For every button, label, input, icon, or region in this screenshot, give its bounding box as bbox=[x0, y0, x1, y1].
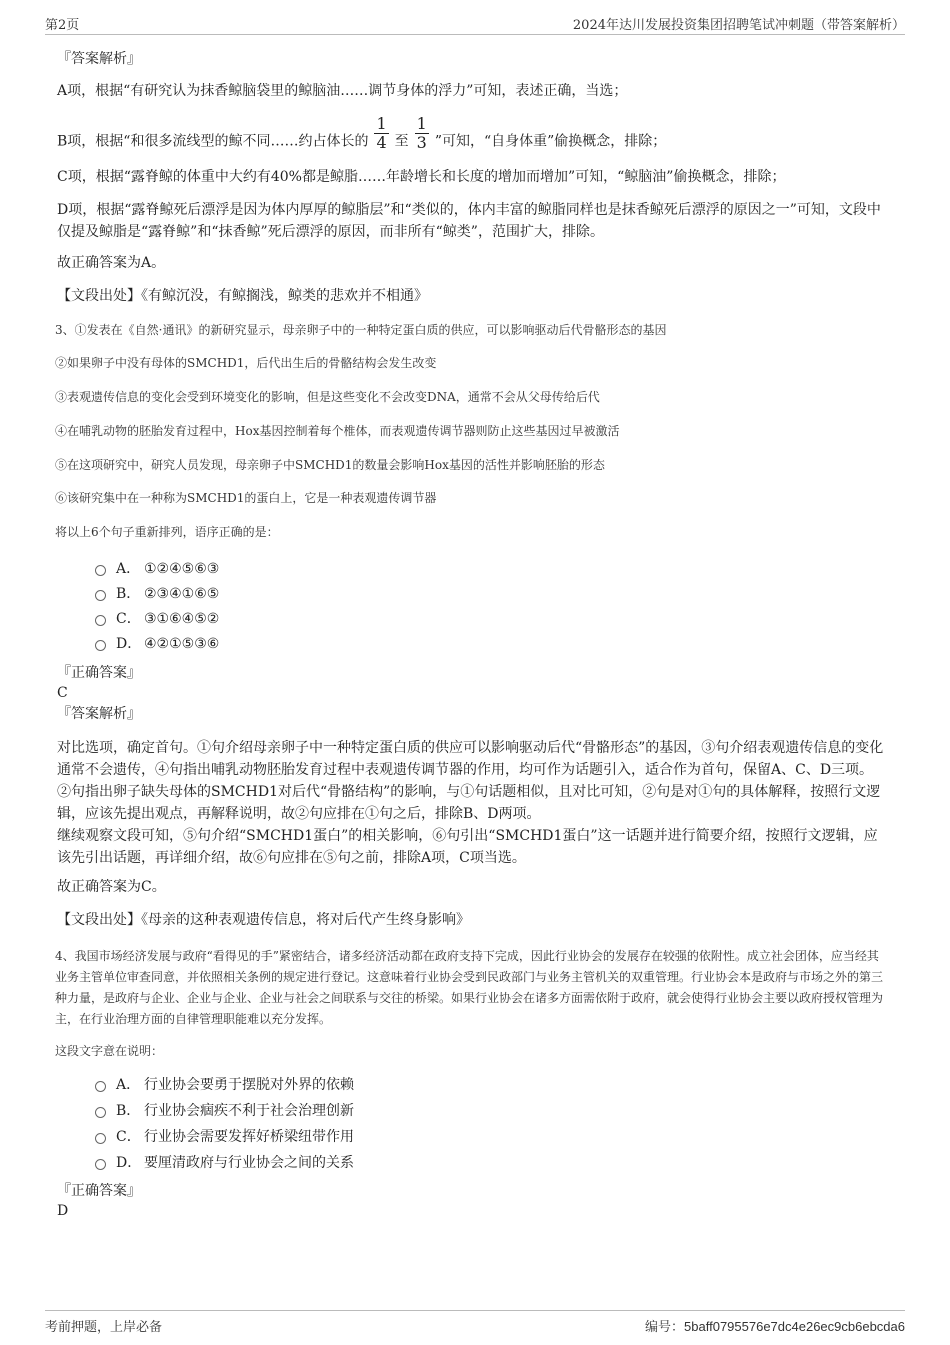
document-code bbox=[645, 1316, 905, 1335]
analysis-option-a: A项，根据“有研究认为抹香鲸脑袋里的鲸脑油……调节身体的浮力”可知，表述正确，当选； bbox=[57, 83, 628, 99]
option-text: ④②①⑤③⑥ bbox=[144, 636, 220, 652]
q4-stem: 4、我国市场经济发展与政府“看得见的手”紧密结合，诸多经济活动都在政府支持下完成，因此行业协会的发展存在较强的依附性。成立社会团体，应当经其业务主管单位审查同意，并依照相关条例的规定进行登记。这意味着行业协会受到民政部门与业务主管机关的双重管理。行业协会本是政府与市场之外的第三种力量，是政府与企业、企业与企业、企业与社会之间联系与交往的桥梁。如果行业协会在诸多方面需依附于政府，就会使得行业协会主要以政府授权管理为主，在行业治理方面的自律管理职能难以充分发挥。 bbox=[55, 949, 884, 1026]
q3-sentence-1: 3、①发表在《自然·通讯》的新研究显示，母亲卵子中的一种特定蛋白质的供应，可以影响驱动后代骨骼形态的基因 bbox=[55, 323, 667, 337]
option-letter: D． bbox=[116, 636, 142, 652]
radio-icon[interactable] bbox=[95, 640, 106, 651]
option-letter: B． bbox=[116, 1103, 141, 1119]
option-text: ②③④①⑥⑤ bbox=[144, 586, 220, 602]
q3-analysis-paragraph-1: 对比选项，确定首句。①句介绍母亲卵子中一种特定蛋白质的供应可以影响驱动后代“骨骼形态”的基因，③句介绍表观遗传信息的变化通常不会遗传，④句指出哺乳动物胚胎发育过程中表观遗传调节器的作用，均可作为话题引入，适合作为首句，保留A、C、D三项。②句指出卵子缺失母体的SMCHD1对后代“骨骼结构”的影响，与①句话题相似，且对比可知，②句是对①句的具体解释，按照行文逻辑，应该先提出观点，再解释说明，故②句应排在①句之后，排除B、D两项。 bbox=[57, 740, 884, 822]
q4-option-a[interactable] bbox=[95, 1075, 354, 1095]
q3-sentence-6: ⑥该研究集中在一种称为SMCHD1的蛋白上，它是一种表观遗传调节器 bbox=[55, 491, 437, 505]
q3-sentence-3: ③表观遗传信息的变化会受到环境变化的影响，但是这些变化不会改变DNA，通常不会从父母传给后代 bbox=[55, 390, 600, 404]
radio-icon[interactable] bbox=[95, 565, 106, 576]
analysis-b-text-pre: B项，根据“和很多流线型的鲸不同……约占体长的 bbox=[57, 133, 369, 150]
q3-option-b[interactable] bbox=[95, 584, 219, 604]
analysis-option-c: C项，根据“露脊鲸的体重中大约有40%都是鲸脂……年龄增长和长度的增加而增加”可知，“鲸脑油”偷换概念，排除； bbox=[57, 169, 786, 185]
radio-icon[interactable] bbox=[95, 590, 106, 601]
q4-answer-label: 『正确答案』 bbox=[57, 1183, 141, 1199]
option-letter: C． bbox=[116, 1129, 141, 1145]
q4-option-b[interactable] bbox=[95, 1101, 354, 1121]
radio-icon[interactable] bbox=[95, 1159, 106, 1170]
code-value: 5baff0795576e7dc4e26ec9cb6ebcda6 bbox=[684, 1319, 905, 1334]
fraction-numerator: 1 bbox=[376, 114, 387, 133]
analysis-label: 『答案解析』 bbox=[57, 51, 141, 67]
q3-sentence-2: ②如果卵子中没有母体的SMCHD1，后代出生后的骨骼结构会发生改变 bbox=[55, 356, 437, 370]
analysis-option-d: D项，根据“露脊鲸死后漂浮是因为体内厚厚的鲸脂层”和“类似的，体内丰富的鲸脂同样也是抹香鲸死后漂浮的原因之一”可知，文段中仅提及鲸脂是“露脊鲸”和“抹香鲸”死后漂浮的原因，而非所有“鲸类”，范围扩大，排除。 bbox=[57, 202, 881, 240]
page-number: 第2页 bbox=[45, 18, 80, 33]
option-letter: B． bbox=[116, 586, 141, 602]
page-footer bbox=[45, 1310, 905, 1333]
q3-option-a[interactable] bbox=[95, 559, 219, 579]
fraction-denominator: 4 bbox=[376, 133, 387, 152]
q3-source-citation: 【文段出处】《母亲的这种表观遗传信息，将对后代产生终身影响》 bbox=[57, 912, 470, 928]
source-citation: 【文段出处】《有鲸沉没，有鲸搁浅，鲸类的悲欢并不相通》 bbox=[57, 288, 428, 304]
document-title: 2024年达川发展投资集团招聘笔试冲刺题（带答案解析） bbox=[572, 18, 905, 33]
option-text: ①②④⑤⑥③ bbox=[144, 561, 220, 577]
conclusion: 故正确答案为A。 bbox=[57, 255, 166, 271]
q3-answer-label: 『正确答案』 bbox=[57, 665, 141, 681]
option-text: 行业协会需要发挥好桥梁纽带作用 bbox=[144, 1129, 354, 1145]
q3-analysis-paragraph-2: 继续观察文段可知，⑤句介绍“SMCHD1蛋白”的相关影响，⑥句引出“SMCHD1蛋白”这一话题并进行简要介绍，按照行文逻辑，应该先引出话题，再详细介绍，故⑥句应排在⑤句之前，排除A项，C项当选。 bbox=[57, 828, 878, 866]
option-text: 要厘清政府与行业协会之间的关系 bbox=[144, 1155, 354, 1171]
option-text: 行业协会要勇于摆脱对外界的依赖 bbox=[144, 1077, 354, 1093]
fraction-one-quarter bbox=[374, 115, 388, 152]
analysis-b-text-post: ”可知，“自身体重”偷换概念，排除； bbox=[434, 133, 667, 150]
q3-option-d[interactable] bbox=[95, 634, 219, 654]
q3-sentence-4: ④在哺乳动物的胚胎发育过程中，Hox基因控制着每个椎体，而表观遗传调节器则防止这些基因过早被激活 bbox=[55, 424, 620, 438]
q3-sentence-5: ⑤在这项研究中，研究人员发现，母亲卵子中SMCHD1的数量会影响Hox基因的活性并影响胚胎的形态 bbox=[55, 458, 605, 472]
option-text: 行业协会痼疾不利于社会治理创新 bbox=[144, 1103, 354, 1119]
q4-option-d[interactable] bbox=[95, 1153, 354, 1173]
q3-analysis-label: 『答案解析』 bbox=[57, 706, 141, 722]
q4-prompt: 这段文字意在说明： bbox=[55, 1044, 164, 1058]
q3-option-c[interactable] bbox=[95, 609, 219, 629]
option-letter: D． bbox=[116, 1155, 142, 1171]
option-letter: C． bbox=[116, 611, 141, 627]
q3-prompt: 将以上6个句子重新排列，语序正确的是： bbox=[55, 525, 279, 539]
option-letter: A． bbox=[116, 1077, 141, 1093]
radio-icon[interactable] bbox=[95, 1081, 106, 1092]
analysis-option-b bbox=[57, 114, 887, 160]
option-letter: A． bbox=[116, 561, 141, 577]
option-text: ③①⑥④⑤② bbox=[144, 611, 220, 627]
q4-option-c[interactable] bbox=[95, 1127, 354, 1147]
q4-answer: D bbox=[57, 1203, 69, 1219]
q3-conclusion: 故正确答案为C。 bbox=[57, 879, 166, 895]
radio-icon[interactable] bbox=[95, 1133, 106, 1144]
footer-slogan: 考前押题，上岸必备 bbox=[45, 1320, 163, 1335]
radio-icon[interactable] bbox=[95, 1107, 106, 1118]
radio-icon[interactable] bbox=[95, 615, 106, 626]
fraction-numerator: 1 bbox=[416, 114, 427, 133]
fraction-one-third bbox=[415, 115, 429, 152]
code-label: 编号： bbox=[645, 1320, 685, 1335]
page-header bbox=[45, 12, 905, 35]
analysis-b-text-mid: 至 bbox=[394, 133, 409, 150]
q3-answer: C bbox=[57, 685, 68, 701]
fraction-denominator: 3 bbox=[416, 133, 427, 152]
